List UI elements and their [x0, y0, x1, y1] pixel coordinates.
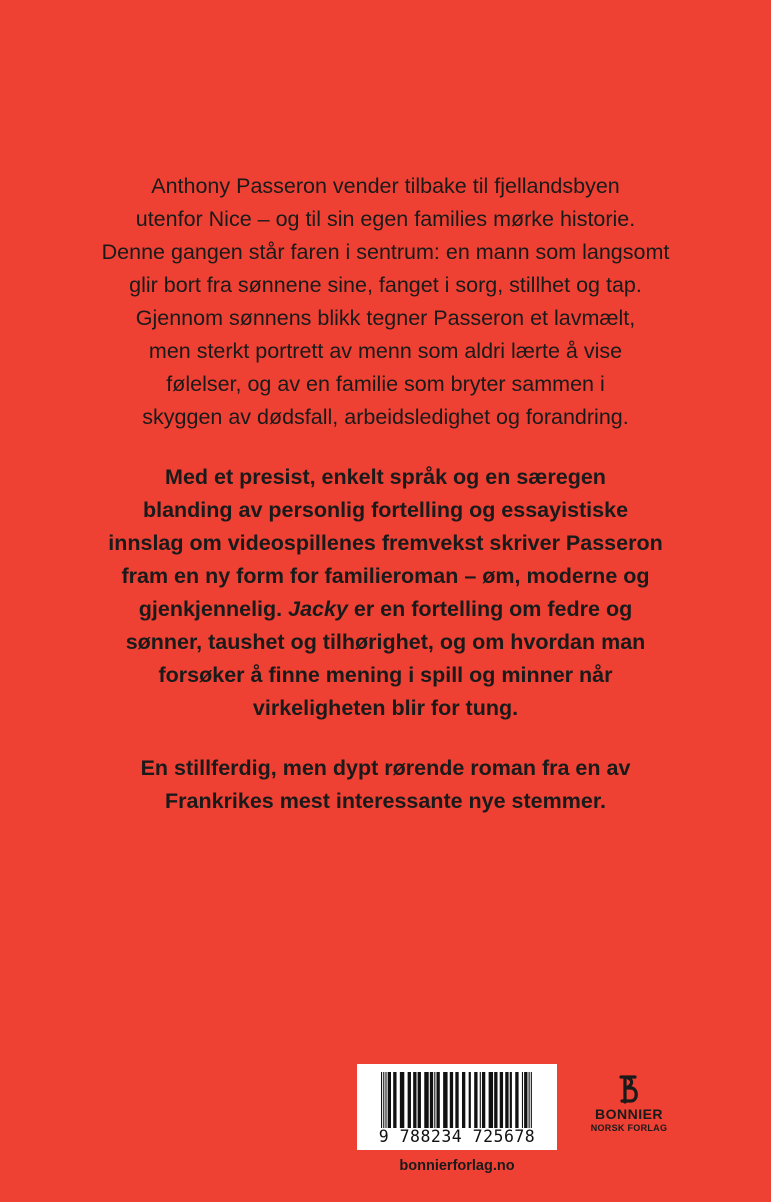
text-line: Denne gangen står faren i sentrum: en mann som langsomt	[101, 240, 670, 264]
barcode-bar	[385, 1072, 386, 1128]
barcode-bar	[529, 1072, 530, 1128]
publisher-name: BONNIER	[594, 1106, 664, 1122]
barcode-bars	[381, 1072, 533, 1128]
text-line: blanding av personlig fortelling og essayistiske	[142, 498, 629, 522]
barcode-bar	[408, 1072, 411, 1128]
barcode-bar	[424, 1072, 428, 1128]
barcode-bar	[531, 1072, 532, 1128]
text-line: En stillferdig, men dypt rørende roman fra en av	[140, 756, 631, 780]
barcode	[357, 1064, 557, 1150]
text-line: forsøker å finne mening i spill og minner når	[158, 663, 613, 687]
barcode-bar	[522, 1072, 523, 1128]
text-line: Anthony Passeron vender tilbake til fjellandsbyen	[151, 174, 620, 198]
barcode-bar	[413, 1072, 416, 1128]
barcode-bar	[510, 1072, 512, 1128]
text-line: Frankrikes mest interessante nye stemmer.	[165, 789, 606, 813]
publisher-logo	[583, 1074, 675, 1133]
barcode-bar	[434, 1072, 435, 1128]
text-line: sønner, taushet og tilhørighet, og om hvordan man	[125, 630, 646, 654]
barcode-bar	[480, 1072, 481, 1128]
text-line	[60, 593, 711, 626]
text-line: utenfor Nice – og til sin egen families mørke historie.	[135, 207, 636, 231]
description-paragraph-2	[60, 461, 711, 725]
barcode-bar	[430, 1072, 433, 1128]
text-line: men sterkt portrett av menn som aldri lærte å vise	[148, 339, 623, 363]
barcode-bar	[455, 1072, 458, 1128]
publisher-website: bonnierforlag.no	[399, 1158, 515, 1174]
barcode-bar	[450, 1072, 453, 1128]
description-paragraph-1	[60, 170, 711, 434]
barcode-bar	[400, 1072, 404, 1128]
text-line: skyggen av dødsfall, arbeidsledighet og forandring.	[142, 405, 629, 429]
description-paragraph-3	[60, 752, 711, 818]
text-line: innslag om videospillenes fremvekst skriver Passeron	[108, 531, 663, 555]
text-segment: gjenkjennelig.	[138, 597, 289, 621]
barcode-bar	[469, 1072, 471, 1128]
book-title: Jacky	[288, 597, 348, 621]
barcode-bar	[524, 1072, 527, 1128]
barcode-bar	[462, 1072, 465, 1128]
text-line: virkeligheten blir for tung.	[252, 696, 519, 720]
text-line: Gjennom sønnens blikk tegner Passeron et lavmælt,	[135, 306, 636, 330]
barcode-bar	[500, 1072, 503, 1128]
barcode-bar	[383, 1072, 384, 1128]
text-line: følelser, og av en familie som bryter sammen i	[166, 372, 605, 396]
text-segment: er en fortelling om fedre og	[347, 597, 633, 621]
barcode-bar	[418, 1072, 421, 1128]
barcode-bar	[436, 1072, 439, 1128]
text-line: fram en ny form for familieroman – øm, moderne og	[121, 564, 650, 588]
text-line: Med et presist, enkelt språk og en særegen	[165, 465, 606, 489]
text-line: glir bort fra sønnene sine, fanget i sorg, stillhet og tap.	[129, 273, 642, 297]
barcode-bar	[505, 1072, 508, 1128]
publisher-subtitle: NORSK FORLAG	[590, 1123, 668, 1133]
barcode-bar	[381, 1072, 382, 1128]
isbn-number: 9 788234 725678	[378, 1127, 536, 1146]
barcode-bar	[443, 1072, 447, 1128]
barcode-bar	[388, 1072, 391, 1128]
barcode-bar	[489, 1072, 493, 1128]
barcode-bar	[482, 1072, 485, 1128]
barcode-bar	[494, 1072, 497, 1128]
barcode-bar	[515, 1072, 518, 1128]
barcode-bar	[393, 1072, 396, 1128]
bonnier-b-icon	[614, 1074, 644, 1104]
barcode-bar	[474, 1072, 477, 1128]
